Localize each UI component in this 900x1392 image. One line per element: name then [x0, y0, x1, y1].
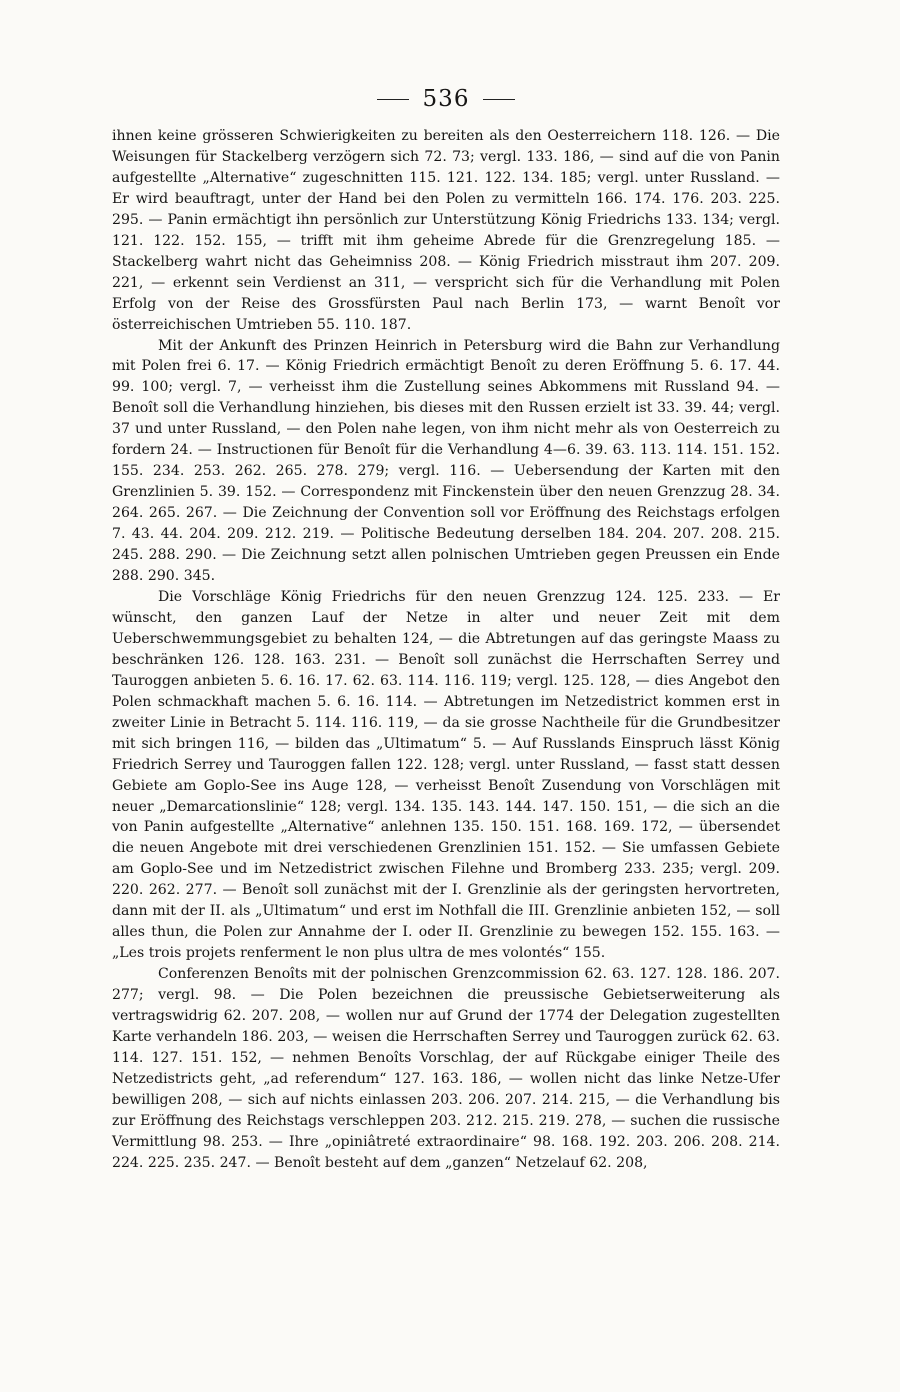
header-rule-left [377, 99, 409, 100]
page-header [112, 82, 780, 116]
paragraph: Mit der Ankunft des Prinzen Heinrich in Petersburg wird die Bahn zur Verhandlung mit Polen frei 6. 17. — König Friedrich ermächtigt Benoît zu deren Eröffnung 5. 6. 17. 44. 99. 100; vergl. 7, — verheisst ihm die Zustellung seines Abkommens mit Russland 94. — Benoît soll die Verhandlung hinziehen, bis dieses mit den Russen erzielt ist 33. 39. 44; vergl. 37 und unter Russland, — den Polen nahe legen, von ihm nicht mehr als von Oesterreich zu fordern 24. — Instructionen für Benoît für die Verhandlung 4—6. 39. 63. 113. 114. 151. 152. 155. 234. 253. 262. 265. 278. 279; vergl. 116. — Uebersendung der Karten mit den Grenzlinien 5. 39. 152. — Correspondenz mit Finckenstein über den neuen Grenzzug 28. 34. 264. 265. 267. — Die Zeichnung der Convention soll vor Eröffnung des Reichstags erfolgen 7. 43. 44. 204. 209. 212. 219. — Politische Bedeutung derselben 184. 204. 207. 208. 215. 245. 288. 290. — Die Zeichnung setzt allen polnischen Umtrieben gegen Preussen ein Ende 288. 290. 345. [112, 337, 780, 585]
page-number: 536 [422, 86, 470, 112]
document-page [112, 82, 780, 1174]
paragraph: ihnen keine grösseren Schwierigkeiten zu bereiten als den Oesterreichern 118. 126. — Die Weisungen für Stackelberg verzögern sich 72. 73; vergl. 133. 186, — sind auf die von Panin aufgestellte „Alternative“ zugeschnitten 115. 121. 122. 134. 185; vergl. unter Russland. — Er wird beauftragt, unter der Hand bei den Polen zu vermitteln 166. 174. 176. 203. 225. 295. — Panin ermächtigt ihn persönlich zur Unterstützung König Friedrichs 133. 134; vergl. 121. 122. 152. 155, — trifft mit ihm geheime Abrede für die Grenzregelung 185. — Stackelberg wahrt nicht das Geheimniss 208. — König Friedrich misstraut ihm 207. 209. 221, — erkennt sein Verdienst an 311, — verspricht sich für die Verhandlung mit Polen Erfolg von der Reise des Grossfürsten Paul nach Berlin 173, — warnt Benoît vor österreichischen Umtrieben 55. 110. 187. [112, 128, 780, 333]
header-rule-right [483, 99, 515, 100]
paragraph: Conferenzen Benoîts mit der polnischen Grenzcommission 62. 63. 127. 128. 186. 207. 277; vergl. 98. — Die Polen bezeichnen die preussische Gebietserweiterung als vertragswidrig 62. 207. 208, — wollen nur auf Grund der 1774 der Delegation zugestellten Karte verhandeln 186. 203, — weisen die Herrschaften Serrey und Tauroggen zurück 62. 63. 114. 127. 151. 152, — nehmen Benoîts Vorschlag, der auf Rückgabe einiger Theile des Netzedistricts geht, „ad referendum“ 127. 163. 186, — wollen nicht das linke Netze-Ufer bewilligen 208, — sich auf nichts einlassen 203. 206. 207. 214. 215, — die Verhandlung bis zur Eröffnung des Reichstags verschleppen 203. 212. 215. 219. 278, — suchen die russische Vermittlung 98. 253. — Ihre „opiniâtreté extraordinaire“ 98. 168. 192. 203. 206. 208. 214. 224. 225. 235. 247. — Benoît besteht auf dem „ganzen“ Netzelauf 62. 208, [112, 966, 780, 1171]
paragraph: Die Vorschläge König Friedrichs für den neuen Grenzzug 124. 125. 233. — Er wünscht, den ganzen Lauf der Netze in alter und neuer Zeit mit dem Ueberschwemmungsgebiet zu behalten 124, — die Abtretungen auf das geringste Maass zu beschränken 126. 128. 163. 231. — Benoît soll zunächst die Herrschaften Serrey und Tauroggen anbieten 5. 6. 16. 17. 62. 63. 114. 116. 119; vergl. 125. 128, — dies Angebot den Polen schmackhaft machen 5. 6. 16. 114. — Abtretungen im Netzedistrict kommen erst in zweiter Linie in Betracht 5. 114. 116. 119, — da sie grosse Nachtheile für die Grundbesitzer mit sich bringen 116, — bilden das „Ultimatum“ 5. — Auf Russlands Einspruch lässt König Friedrich Serrey und Tauroggen fallen 122. 128; vergl. unter Russland, — fasst statt dessen Gebiete am Goplo-See ins Auge 128, — verheisst Benoît Zusendung von Vorschlägen mit neuer „Demarcationslinie“ 128; vergl. 134. 135. 143. 144. 147. 150. 151, — die sich an die von Panin aufgestellte „Alternative“ anlehnen 135. 150. 151. 168. 169. 172, — übersendet die neuen Angebote mit drei verschiedenen Grenzlinien 151. 152. — Sie umfassen Gebiete am Goplo-See und im Netzedistrict zwischen Filehne und Bromberg 233. 235; vergl. 209. 220. 262. 277. — Benoît soll zunächst mit der I. Grenzlinie als der geringsten hervortreten, dann mit der II. als „Ultimatum“ und erst im Nothfall die III. Grenzlinie anbieten 152, — soll alles thun, die Polen zur Annahme der I. oder II. Grenzlinie zu bewegen 152. 155. 163. — „Les trois projets renferment le non plus ultra de mes volontés“ 155. [112, 588, 780, 962]
body-text [112, 126, 780, 1174]
